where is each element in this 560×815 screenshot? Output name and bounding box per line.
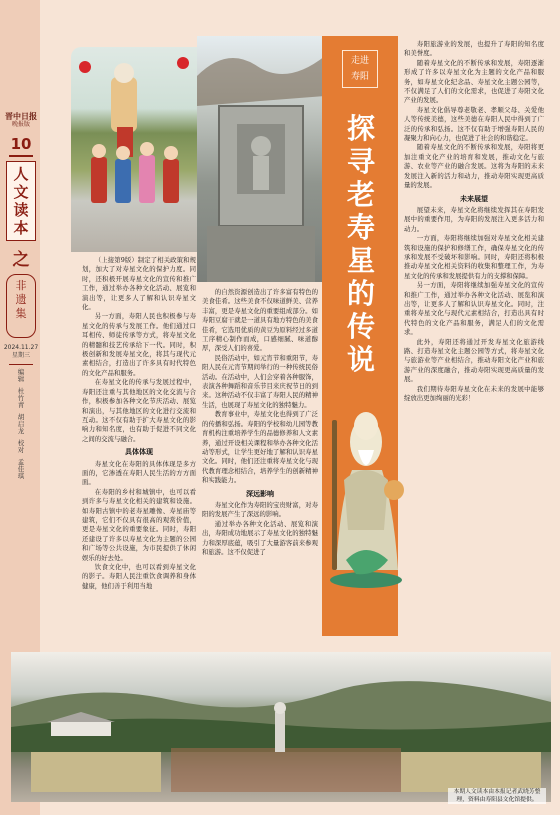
subheading: 深远影响 bbox=[246, 488, 274, 498]
divider bbox=[9, 155, 33, 157]
paragraph: 寿星文化在寿阳的具体体现是多方面的，它渗透在寿阳人民生活的方方面面。 bbox=[82, 459, 196, 487]
paragraph: 在寿阳的乡村和城镇中，也可以看到许多与寿星文化相关的建筑和设施。如寿阳古镇中的老寿星雕像、寿星庙等建筑，它们不仅具有很高的观赏价值，更是寿星文化的重要象征。同时，寿阳还建设了许多以寿星文化为主题的公园和广场等公共设施，为市民提供了休闲娱乐的好去处。 bbox=[82, 487, 196, 562]
kicker-line: 寿阳 bbox=[350, 72, 369, 82]
headline-char: 的 bbox=[346, 277, 375, 310]
section-char: 读 bbox=[13, 201, 29, 219]
headline-char: 寻 bbox=[346, 145, 375, 178]
paragraph: 教育事业中，寿星文化也得到了广泛的传播和弘扬。寿阳的学校和幼儿园等教育机构注重培养学生的品德修养和人文素养，通过开设相关课程和举办各种文化活动等形式，让学生更好地了解和认识寿星文化。同时，他们还注重将寿星文化与现代教育理念相结合，培养学生的创新精神和实践能力。 bbox=[202, 410, 318, 485]
photo-caption: 本期人文读本由本报记者武晓芳整理，资料由寿阳县文化馆提供。 bbox=[448, 788, 546, 804]
paragraph: 寿阳旅游业的发展，也提升了寿阳的知名度和美誉度。 bbox=[404, 40, 544, 58]
credits bbox=[17, 369, 25, 480]
headline-char: 星 bbox=[346, 244, 375, 277]
section-char: 文 bbox=[13, 183, 29, 201]
performance-photo bbox=[71, 47, 197, 252]
credit-item: 孟佳琪 bbox=[17, 458, 25, 480]
paragraph: 随着寿星文化的不断传承和发展，寿阳逐渐形成了许多以寿星文化为主题的文化产品和服务，如寿星文化纪念品、寿星文化主题公园等，不仅满足了人们的文化需求，也促进了寿阳文化产业的发展。 bbox=[404, 58, 544, 105]
weekday-text: 星期三 bbox=[11, 352, 30, 359]
headline bbox=[340, 112, 382, 376]
shouxing-figurine bbox=[326, 380, 408, 590]
subheading: 具体体现 bbox=[125, 447, 153, 457]
credit-item: 胡启龙 bbox=[17, 413, 25, 435]
headline-char: 老 bbox=[346, 178, 375, 211]
page-number: 10 bbox=[10, 135, 32, 153]
seal-stamp bbox=[6, 274, 36, 338]
credit-item: 杜竹青 bbox=[17, 387, 25, 409]
headline-char: 探 bbox=[346, 112, 375, 145]
paragraph: 通过举办各种文化活动、展览和演出，寿阳成功地展示了寿星文化的独特魅力和深厚底蕴，吸引了大量游客前来参观和旅游。这不仅促进了 bbox=[202, 519, 318, 556]
park-illustration bbox=[11, 652, 551, 802]
paragraph: 寿星文化作为寿阳的宝贵财富，对寿阳的发展产生了深远的影响。 bbox=[202, 500, 318, 519]
performance-illustration bbox=[71, 47, 197, 252]
seal-char: 非 bbox=[15, 279, 27, 292]
divider bbox=[9, 364, 33, 365]
section-title bbox=[6, 161, 36, 241]
section-char: 本 bbox=[13, 219, 29, 237]
masthead-name: 晋中日报 bbox=[5, 112, 37, 121]
headline-char: 说 bbox=[346, 343, 375, 376]
masthead bbox=[3, 112, 39, 485]
credit-item: 编辑 bbox=[17, 368, 25, 383]
masthead-sub: 晚报版 bbox=[11, 121, 30, 128]
paragraph: 我们期待寿阳寿星文化在未来的发展中能够绽放出更加绚丽的光彩！ bbox=[404, 384, 544, 403]
date-text: 2024.11.27 bbox=[3, 344, 39, 351]
paragraph: 随着寿星文化的不断传承和发展，寿阳将更加注重文化产业的培育和发展，推动文化与旅游、农业等产业的融合发展。这将为寿阳的未来发展注入新的活力和动力，推动寿阳实现更高质量的发展。 bbox=[404, 143, 544, 190]
paragraph: 另一方面，寿阳人民也积极参与寿星文化的传承与发展工作。他们通过口耳相传、师徒传承等方式，将寿星文化的精髓和技艺传承给下一代。同时，积极创新和发展寿星文化，将其与现代元素相结合，打造出了许多具有时代特色的文化产品和服务。 bbox=[82, 312, 196, 377]
text-column-1 bbox=[82, 256, 196, 651]
subheading: 未来展望 bbox=[460, 193, 488, 203]
stele-photo bbox=[197, 36, 325, 282]
paragraph: 此外，寿阳还将通过开发寿星文化旅游线路、打造寿星文化主题公园等方式，将寿星文化与旅游业等产业相结合，推动寿阳文化产业和旅游产业的深度融合，推动寿阳实现更高质量的发展。 bbox=[404, 337, 544, 384]
headline-char: 寿 bbox=[346, 211, 375, 244]
paragraph: （上接第9版）制定了相关政策和规划，加大了对寿星文化的保护力度。同时，还积极开展寿星文化的宣传和推广工作，通过举办各种文化活动、展览和演出等，让更多人了解和认识寿星文化。 bbox=[82, 256, 196, 312]
credit-item: 校对 bbox=[17, 439, 25, 454]
paragraph: 的自然资源创造出了许多富有特色的美食佳肴。这些美食不仅味道鲜美、营养丰富，更是寿星文化的重要组成部分。如寿阳豆腐干就是一道具有地方特色的美食佳肴，它选用优质的黄豆为原料经过多道工序精心制作而成，口感细腻、味道醇厚，深受人们的喜爱。 bbox=[202, 288, 318, 353]
paragraph: 在寿星文化的传承与发展过程中，寿阳还注重与其他地区的文化交流与合作，积极参加各种文化节庆活动、展览和演出，与其他地区的文化进行交流和互动。这不仅有助于扩大寿星文化的影响力和知名度，也有助于促进不同文化之间的交流与融合。 bbox=[82, 378, 196, 443]
paragraph: 民俗活动中，如元宵节和重阳节，寿阳人民在元宵节期间举行的一种传统民俗活动。在活动中，人们会穿着各种服饰，表演各种舞蹈和音乐节目来庆祝节日的到来。这种活动不仅丰富了寿阳人民的精神生活，也展现了寿星文化的独特魅力。 bbox=[202, 353, 318, 409]
paragraph: 展望未来，寿星文化将继续发挥其在寿阳发展中的重要作用，为寿阳的发展注入更多活力和动力。 bbox=[404, 205, 544, 233]
stele-illustration bbox=[197, 36, 325, 282]
paragraph: 一方面，寿阳将继续加强对寿星文化相关建筑和设施的保护和修缮工作，确保寿星文化的传承和发展不受破坏和影响。同时，寿阳还将积极推动寿星文化相关资料的收集和整理工作，为寿星文化的传承和发展提供有力的支撑和保障。 bbox=[404, 234, 544, 280]
kicker-box bbox=[342, 50, 378, 88]
paragraph: 饮食文化中，也可以看到寿星文化的影子。寿阳人民注重饮食调养和身体健康，他们善于利用当地 bbox=[82, 563, 196, 590]
text-column-2 bbox=[202, 288, 318, 643]
headline-char: 传 bbox=[346, 310, 375, 343]
seal-char: 遗 bbox=[15, 293, 27, 306]
section-char: 人 bbox=[13, 165, 29, 183]
section-zhi: 之 bbox=[12, 250, 30, 270]
park-panorama-photo bbox=[11, 652, 551, 802]
issue-date bbox=[3, 344, 39, 360]
kicker-line: 走进 bbox=[350, 56, 369, 66]
seal-char: 集 bbox=[15, 307, 27, 320]
text-column-3 bbox=[404, 40, 544, 646]
paragraph: 另一方面，寿阳将继续加强寿星文化的宣传和推广工作，通过举办各种文化活动、展览和演出等，让更多人了解和认识寿星文化。同时，注重将寿星文化与现代元素相结合，打造出具有时代特色的文化产品和服务，满足人们的文化需求。 bbox=[404, 281, 544, 337]
paragraph: 寿星文化倡导尊老敬老、孝顺父母、关爱他人等传统美德，这些美德在寿阳人民中得到了广泛的传承和弘扬。这不仅有助于增强寿阳人民的凝聚力和向心力，也促进了社会的和谐稳定。 bbox=[404, 105, 544, 143]
